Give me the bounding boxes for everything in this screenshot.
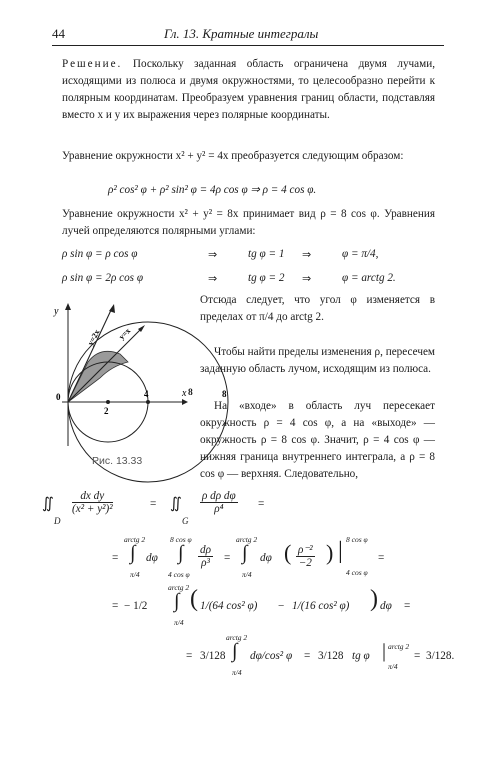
coef-3-128-a: 3/128 (200, 650, 226, 662)
x-axis-arrow (182, 399, 188, 405)
equals-6: = (112, 600, 119, 612)
den-xy: (x² + y²)² (72, 503, 113, 515)
axis-label-y: y (54, 306, 59, 317)
lower-limit-1: π/4 (130, 570, 140, 579)
equals-4: = (224, 552, 231, 564)
num-drho: dρ (200, 544, 211, 556)
frac-dphi-cos: dφ/cos² φ (250, 650, 293, 662)
equals-10: = (414, 650, 421, 662)
integral-4: ∫ (174, 590, 180, 612)
eq2-mid: tg φ = 1 (248, 248, 285, 260)
eval-bar-2: | (382, 640, 387, 662)
eval-bar-1: | (338, 538, 343, 564)
minus-half: − 1/2 (124, 600, 148, 612)
eq3-mid: tg φ = 2 (248, 272, 285, 284)
result: 3/128. (426, 650, 455, 662)
eq3-left: ρ sin φ = 2ρ cos φ (62, 272, 144, 284)
integrand-xy (70, 490, 115, 515)
integral-1: ∫ (130, 542, 136, 564)
equals-9: = (304, 650, 311, 662)
ray-label-x: y=x (117, 326, 133, 342)
num-rho-m2: ρ⁻² (298, 544, 313, 556)
tick-label-8-outer: 8 (188, 388, 193, 398)
integrand-polar (198, 490, 240, 515)
num-rho: ρ dρ dφ (202, 490, 236, 502)
lower-limit-5: π/4 (232, 668, 242, 677)
equals-2: = (258, 498, 265, 510)
center-dot-4 (146, 400, 150, 404)
origin-label: 0 (56, 392, 61, 402)
integral-5: ∫ (232, 640, 238, 662)
region-G: G (182, 516, 189, 526)
paragraph-entry: На «входе» в область луч пересекает окружность ρ = 4 cos φ, а на «выходе» — окружность ρ = 8 cos φ. Значит, ρ = 4 cos φ — нижняя граница внутреннего интеграла, а ρ = 8 cos φ — верхняя. Следовательно, (200, 400, 435, 480)
coef-3-128-b: 3/128 (318, 650, 344, 662)
paragraph-intro (62, 56, 435, 124)
upper-limit-2: 8 cos φ (170, 535, 192, 544)
figure-polar-region (42, 296, 227, 456)
eq3-arrow1: ⇒ (208, 273, 218, 285)
den-minus2: −2 (298, 557, 312, 569)
minus-sign: − (278, 600, 285, 612)
double-integral-D: ∬ (42, 496, 54, 512)
paragraph-angle: Отсюда следует, что угол φ изменяется в пределах от π/4 до arctg 2. (200, 294, 435, 323)
equals-1: = (150, 498, 157, 510)
upper-limit-5: arctg 2 (226, 633, 248, 642)
upper-limit-4: arctg 2 (168, 583, 190, 592)
den-rho3: ρ³ (201, 557, 210, 569)
dphi-3: dφ (380, 600, 392, 612)
ray-y-x (68, 328, 142, 402)
paren-open: ( (284, 540, 292, 565)
lower-limit-2: 4 cos φ (168, 570, 190, 579)
paragraph-circle2: Уравнение окружности x² + y² = 8x принимает вид ρ = 8 cos φ. Уравнения лучей определяются полярными углами: (62, 208, 435, 237)
y-axis-arrow (65, 303, 71, 310)
chapter-title: Гл. 13. Кратные интегралы (164, 26, 319, 41)
eq2-arrow2: ⇒ (302, 249, 312, 261)
paren-close: ) (326, 540, 334, 565)
page-number: 44 (52, 26, 65, 41)
double-integral-G: ∬ (170, 496, 182, 512)
intro-text: Поскольку заданная область ограничена двумя лучами, исходящими из полюса и двумя окружностями, то целесообразно перейти к полярным координатам. Преобразуем уравнения границ области, подставляя вместо x и y их выражения через полярные координаты. (62, 58, 435, 121)
eq3-arrow2: ⇒ (302, 273, 312, 285)
eval-lower-1: 4 cos φ (346, 568, 368, 577)
paren-close-2: ) (370, 586, 378, 612)
equals-3: = (112, 552, 119, 564)
paren-open-2: ( (190, 586, 198, 612)
equals-7: = (404, 600, 411, 612)
region-D: D (54, 516, 61, 526)
lower-limit-4: π/4 (174, 618, 184, 627)
eq2-right: φ = π/4, (342, 248, 379, 260)
center-dot-2 (106, 400, 110, 404)
frac-64: 1/(64 cos² φ) (200, 600, 258, 612)
paragraph-limits: Чтобы найти пределы изменения ρ, пересечем заданную область лучом, исходящим из полюса. (200, 346, 435, 375)
figure-caption: Рис. 13.33 (92, 455, 143, 467)
num-dxdy: dx dy (72, 490, 113, 503)
tick-label-2: 2 (104, 406, 109, 416)
frac-rho-minus2 (294, 544, 317, 569)
tg-phi: tg φ (352, 650, 370, 662)
solution-label: Решение. (62, 58, 123, 70)
header-rule (52, 45, 444, 46)
tick-label-4: 4 (144, 389, 149, 399)
dphi-2: dφ (260, 552, 272, 564)
eq2-arrow1: ⇒ (208, 249, 218, 261)
integral-3: ∫ (242, 542, 248, 564)
dphi-1: dφ (146, 552, 158, 564)
eval-upper-1: 8 cos φ (346, 535, 368, 544)
paragraph-circle1: Уравнение окружности x² + y² = 4x преобразуется следующим образом: (62, 150, 404, 162)
equals-5: = (378, 552, 385, 564)
tick-label-8: 8 (222, 389, 227, 399)
frac-16: 1/(16 cos² φ) (292, 600, 350, 612)
equals-8: = (186, 650, 193, 662)
eval-upper-2: arctg 2 (388, 642, 410, 651)
eval-lower-2: π/4 (388, 662, 398, 671)
eq2-left: ρ sin φ = ρ cos φ (62, 248, 138, 260)
eq3-right: φ = arctg 2. (342, 272, 396, 284)
ray-label-2x: y=2x (85, 328, 102, 347)
lower-limit-3: π/4 (242, 570, 252, 579)
upper-limit-3: arctg 2 (236, 535, 258, 544)
upper-limit-1: arctg 2 (124, 535, 146, 544)
page-header (52, 26, 444, 46)
equation-circle1: ρ² cos² φ + ρ² sin² φ = 4ρ cos φ ⇒ ρ = 4 cos φ. (108, 184, 317, 196)
axis-label-x: x (182, 388, 187, 399)
frac-drho (196, 544, 215, 569)
den-rho4: ρ⁴ (214, 503, 224, 515)
integral-2: ∫ (178, 542, 184, 564)
